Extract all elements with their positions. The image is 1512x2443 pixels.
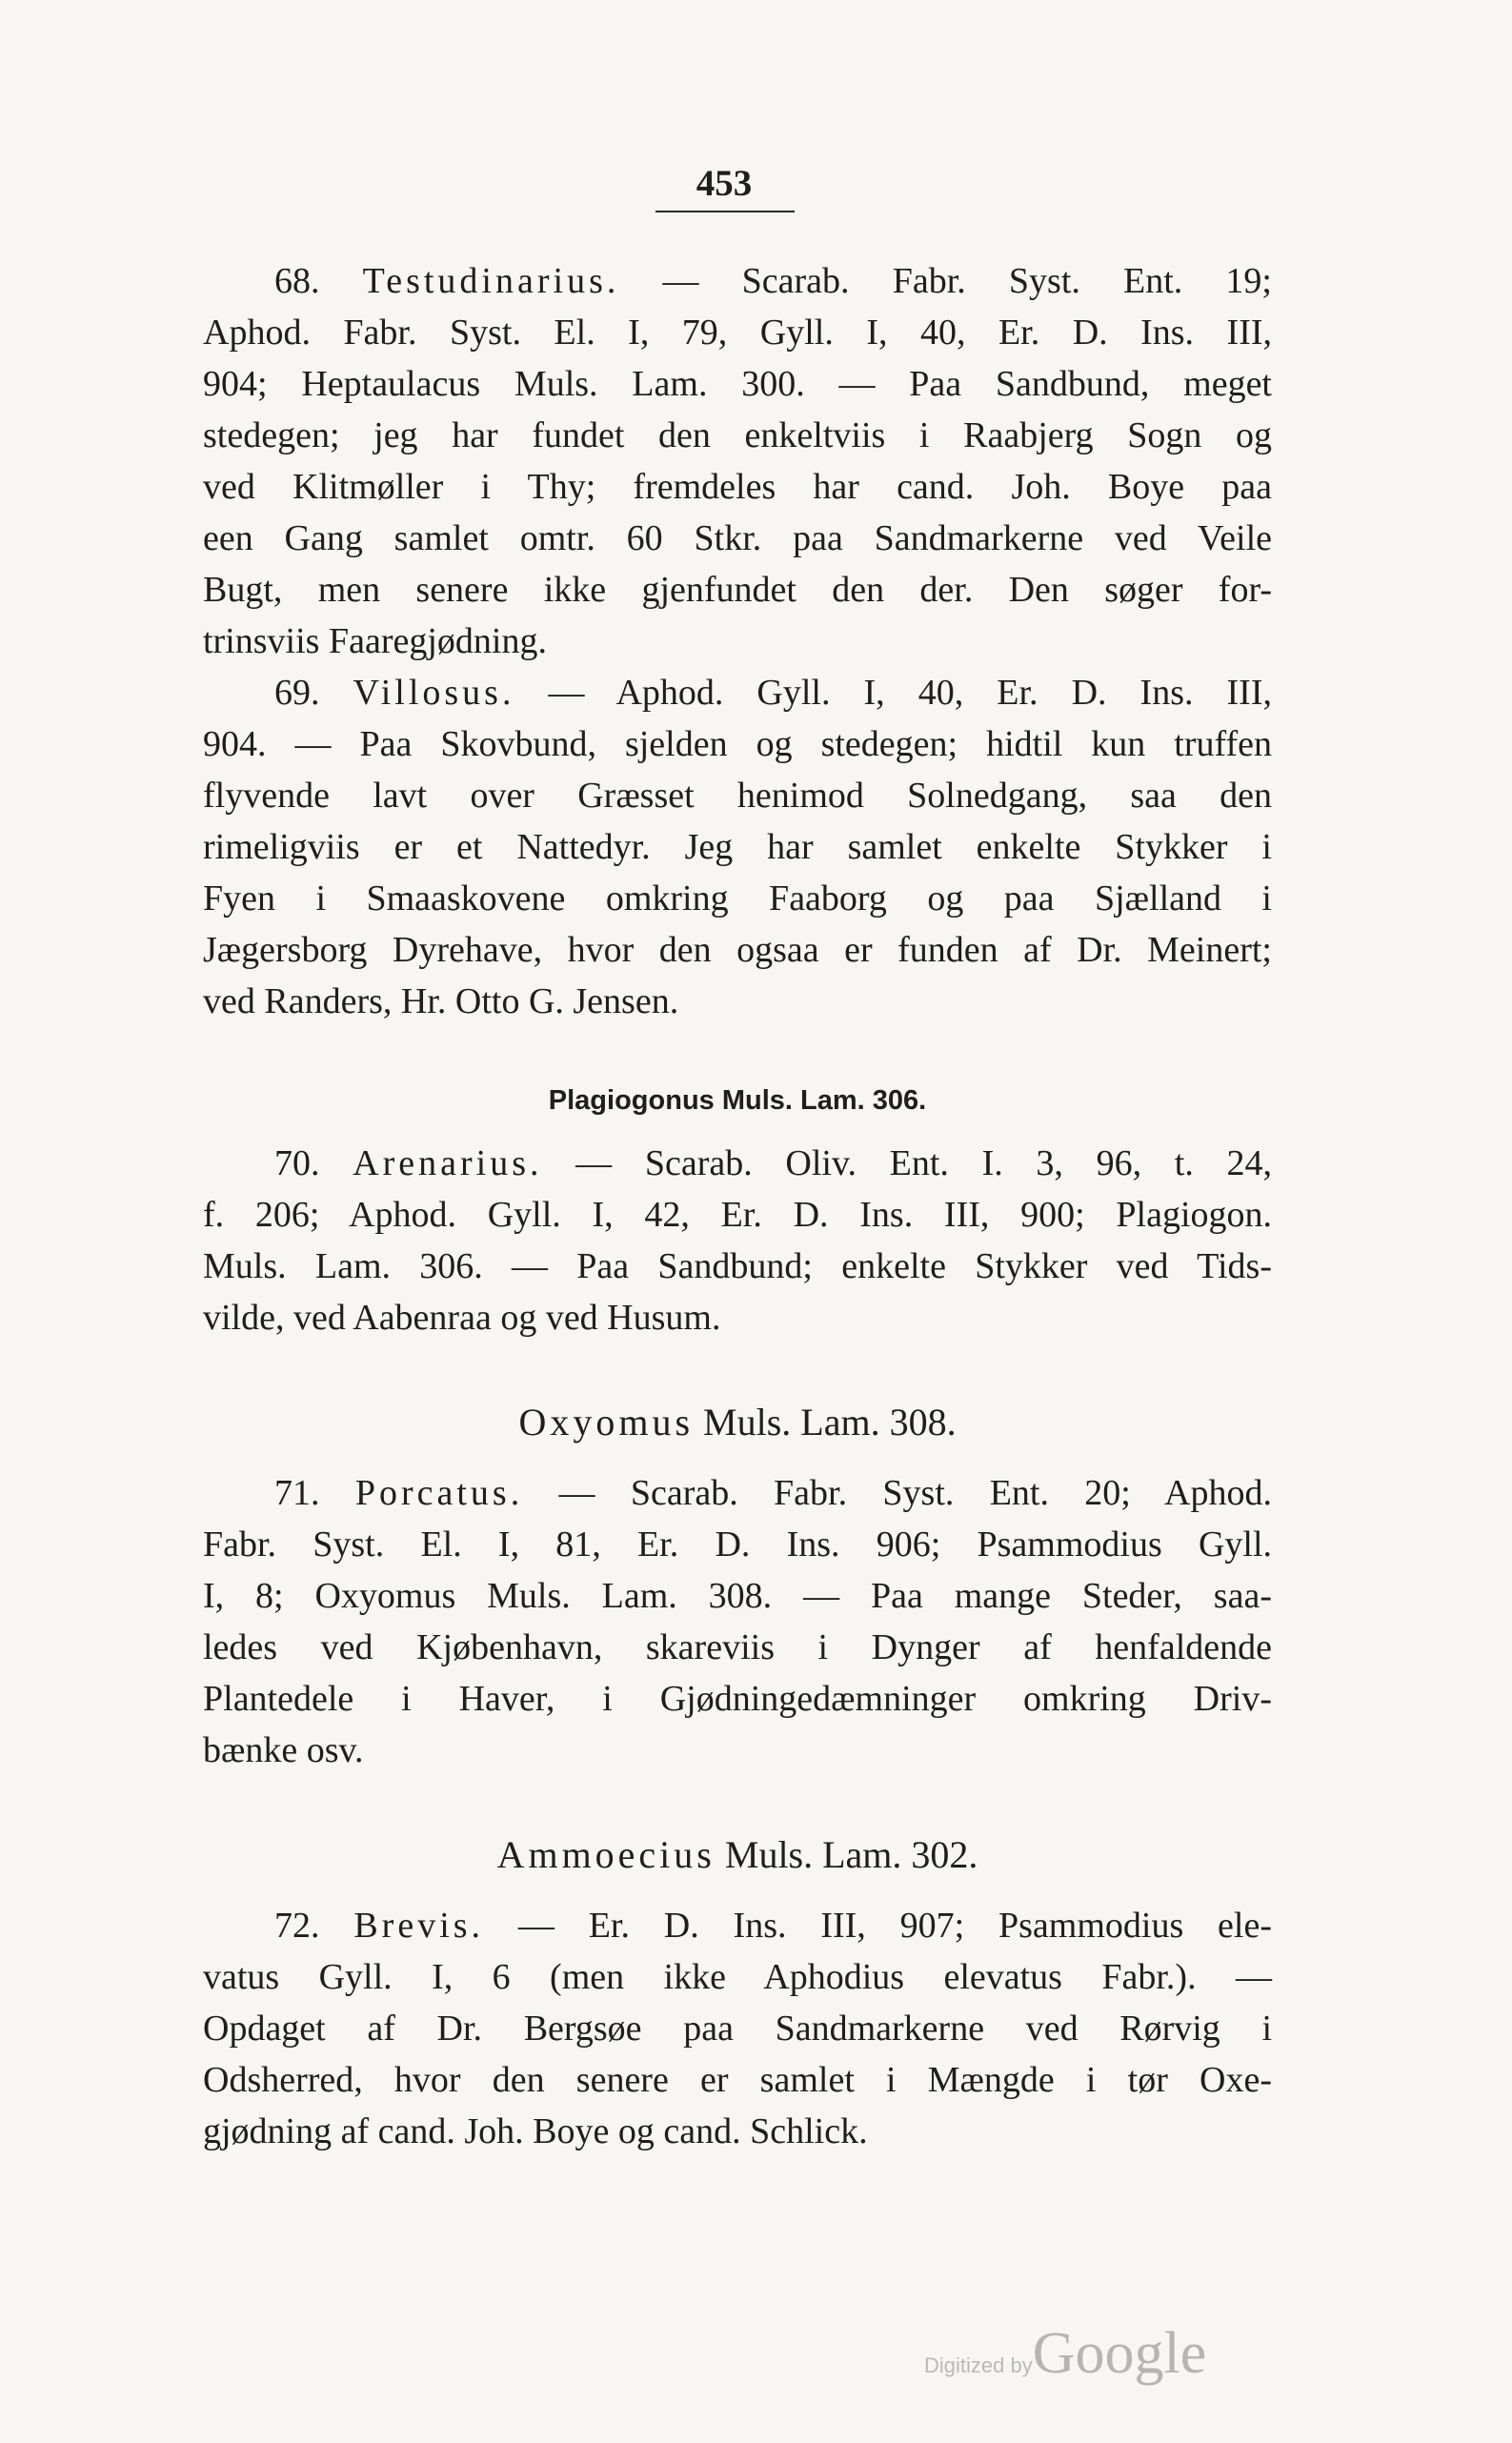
google-logo: Google (1032, 2321, 1207, 2386)
species-name: Testudinarius. (362, 261, 620, 301)
entry-70-line-1 (274, 1138, 1272, 1189)
entry-68-line-4: stedegen; jeg har fundet den enkeltviis i Raabjerg Sogn og (203, 415, 1272, 455)
species-name: Arenarius. (353, 1143, 543, 1183)
entry-69-line-6: Jægersborg Dyrehave, hvor den ogsaa er funden af Dr. Meinert; (203, 930, 1272, 970)
entry-70-line-4: vilde, ved Aabenraa og ved Husum. (203, 1298, 721, 1338)
entry-number: 72. (274, 1906, 354, 1946)
entry-text: — Scarab. Fabr. Syst. Ent. 20; Aphod. (523, 1473, 1273, 1513)
species-name: Porcatus. (354, 1473, 524, 1513)
entry-text: — Scarab. Fabr. Syst. Ent. 19; (619, 261, 1272, 301)
entry-72-line-3: Opdaget af Dr. Bergsøe paa Sandmarkerne ved Rørvig i (203, 2009, 1272, 2049)
genus-heading-ammoecius (203, 1829, 1272, 1881)
entry-72-line-2: vatus Gyll. I, 6 (men ikke Aphodius elevatus Fabr.). — (203, 1957, 1272, 1997)
entry-71-line-4: ledes ved Kjøbenhavn, skareviis i Dynger af henfaldende (203, 1627, 1272, 1667)
genus-reference: Muls. Lam. 302. (715, 1833, 978, 1876)
entry-71-line-5: Plantedele i Haver, i Gjødningedæmninger omkring Driv- (203, 1679, 1272, 1719)
entry-number: 68. (274, 261, 363, 301)
entry-68-line-7: Bugt, men senere ikke gjenfundet den der. Den søger for- (203, 570, 1272, 610)
genus-heading-oxyomus (203, 1397, 1272, 1448)
entry-text: — Aphod. Gyll. I, 40, Er. D. Ins. III, (514, 673, 1272, 713)
species-name: Villosus. (353, 673, 515, 713)
watermark-prefix: Digitized by (924, 2353, 1033, 2377)
entry-69-line-3: flyvende lavt over Græsset henimod Solnedgang, saa den (203, 776, 1272, 816)
entry-text: — Er. D. Ins. III, 907; Psammodius ele- (484, 1906, 1272, 1946)
entry-72-line-5: gjødning af cand. Joh. Boye og cand. Schlick. (203, 2111, 868, 2151)
entry-69-line-1 (274, 667, 1272, 718)
entry-68-line-3: 904; Heptaulacus Muls. Lam. 300. — Paa Sandbund, meget (203, 364, 1272, 404)
entry-number: 69. (274, 673, 353, 713)
entry-71-line-3: I, 8; Oxyomus Muls. Lam. 308. — Paa mange Steder, saa- (203, 1576, 1272, 1616)
genus-name: Ammoecius (496, 1833, 716, 1876)
entry-text: — Scarab. Oliv. Ent. I. 3, 96, t. 24, (542, 1143, 1272, 1183)
page-number: 453 (696, 163, 753, 204)
genus-heading-plagiogonus: Plagiogonus Muls. Lam. 306. (548, 1085, 927, 1116)
entry-69-line-7: ved Randers, Hr. Otto G. Jensen. (203, 981, 679, 1021)
entry-69-line-4: rimeligviis er et Nattedyr. Jeg har samlet enkelte Stykker i (203, 827, 1272, 867)
digitized-by-google-watermark (924, 2320, 1206, 2388)
entry-number: 71. (274, 1473, 355, 1513)
entry-71-line-6: bænke osv. (203, 1730, 364, 1770)
entry-number: 70. (274, 1143, 353, 1183)
genus-name: Oxyomus (518, 1401, 695, 1444)
page-number-underline (655, 211, 795, 212)
entry-69-line-5: Fyen i Smaaskovene omkring Faaborg og paa Sjælland i (203, 878, 1272, 919)
entry-71-line-1 (274, 1467, 1272, 1519)
entry-72-line-4: Odsherred, hvor den senere er samlet i Mængde i tør Oxe- (203, 2060, 1272, 2100)
entry-69-line-2: 904. — Paa Skovbund, sjelden og stedegen; hidtil kun truffen (203, 724, 1272, 764)
genus-reference: Muls. Lam. 308. (694, 1401, 957, 1444)
entry-72-line-1 (274, 1900, 1272, 1951)
entry-68-line-2: Aphod. Fabr. Syst. El. I, 79, Gyll. I, 40, Er. D. Ins. III, (203, 313, 1272, 353)
entry-68-line-6: een Gang samlet omtr. 60 Stkr. paa Sandmarkerne ved Veile (203, 518, 1272, 558)
entry-70-line-3: Muls. Lam. 306. — Paa Sandbund; enkelte Stykker ved Tids- (203, 1246, 1272, 1286)
entry-70-line-2: f. 206; Aphod. Gyll. I, 42, Er. D. Ins. III, 900; Plagiogon. (203, 1195, 1272, 1235)
entry-68-line-1 (274, 255, 1272, 307)
species-name: Brevis. (353, 1906, 485, 1946)
entry-68-line-8: trinsviis Faaregjødning. (203, 621, 547, 661)
entry-68-line-5: ved Klitmøller i Thy; fremdeles har cand. Joh. Boye paa (203, 467, 1272, 507)
entry-71-line-2: Fabr. Syst. El. I, 81, Er. D. Ins. 906; Psammodius Gyll. (203, 1524, 1272, 1565)
